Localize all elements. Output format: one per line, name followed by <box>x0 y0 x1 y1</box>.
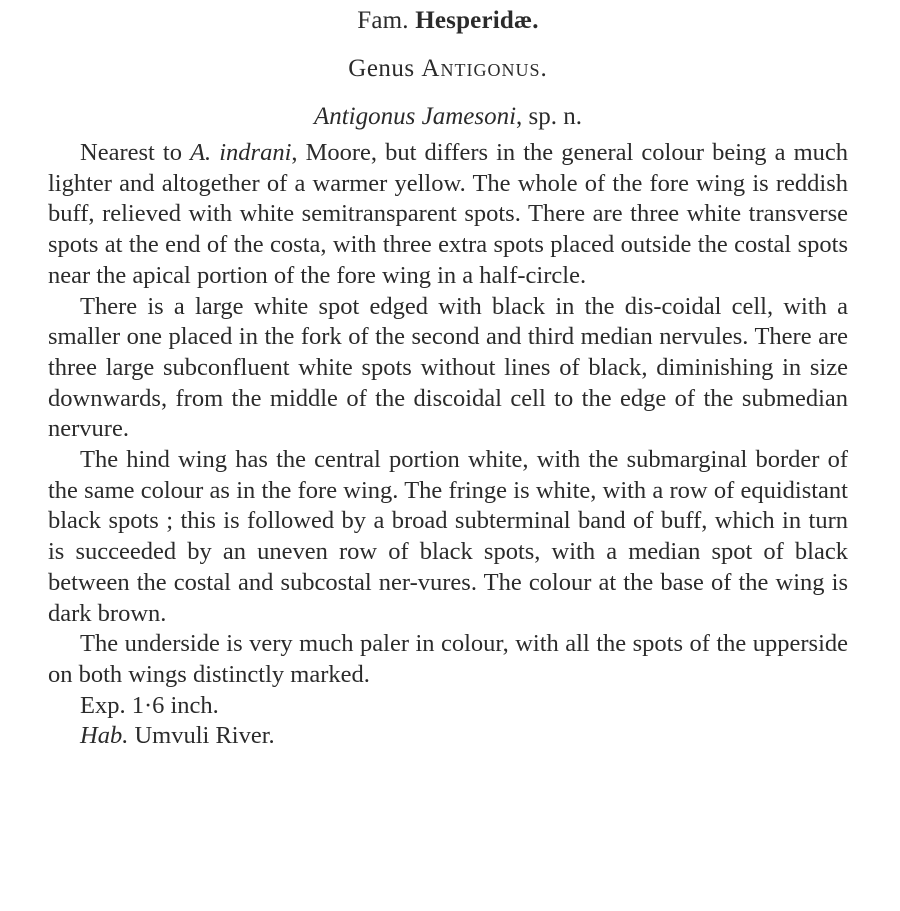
species-reference: A. indrani <box>190 139 292 166</box>
habitat-line <box>48 721 848 752</box>
paragraph-4: The underside is very much paler in colour, with all the spots of the upperside on both wings distinctly marked. <box>48 630 848 688</box>
paragraph-1 <box>48 138 848 292</box>
species-heading <box>48 102 848 132</box>
paragraph-1-lead: Nearest to <box>80 139 182 166</box>
description-body <box>48 138 848 752</box>
species-name: Antigonus Jamesoni <box>313 103 517 130</box>
expanse-line: Exp. 1·6 inch. <box>80 691 219 719</box>
habitat-label: Hab. <box>80 722 129 750</box>
genus-heading <box>48 54 848 84</box>
species-suffix: , sp. n. <box>516 103 583 130</box>
habitat-value: Umvuli River. <box>134 722 275 750</box>
genus-prefix: Genus <box>348 55 415 82</box>
paragraph-3: The hind wing has the central portion white, with the submarginal border of the same colour as in the fore wing. The fringe is white, with a row of equidistant black spots ; this is followed by a broad subterminal band of buff, which in turn is succeeded by an uneven row of black spots, with a median spot of black between the costal and subcostal ner-vures. The colour at the base of the wing is dark brown. <box>48 446 848 627</box>
document-page <box>48 0 848 752</box>
family-prefix: Fam. <box>357 7 409 34</box>
family-name: Hesperidæ. <box>415 7 539 34</box>
family-heading <box>48 6 848 36</box>
paragraph-2: There is a large white spot edged with black in the dis-coidal cell, with a smaller one placed in the fork of the second and third median nervules. There are three large subconfluent white spots without lines of black, diminishing in size downwards, from the middle of the discoidal cell to the edge of the submedian nervure. <box>48 292 848 443</box>
paragraph-1-rest: , Moore, but differs in the general colour being a much lighter and altogether of a warmer yellow. The whole of the fore wing is reddish buff, relieved with white semitransparent spots. There are three white transverse spots at the end of the costa, with three extra spots placed outside the costal spots near the apical portion of the fore wing in a half-circle. <box>48 139 849 289</box>
genus-name: Antigonus. <box>421 55 548 82</box>
